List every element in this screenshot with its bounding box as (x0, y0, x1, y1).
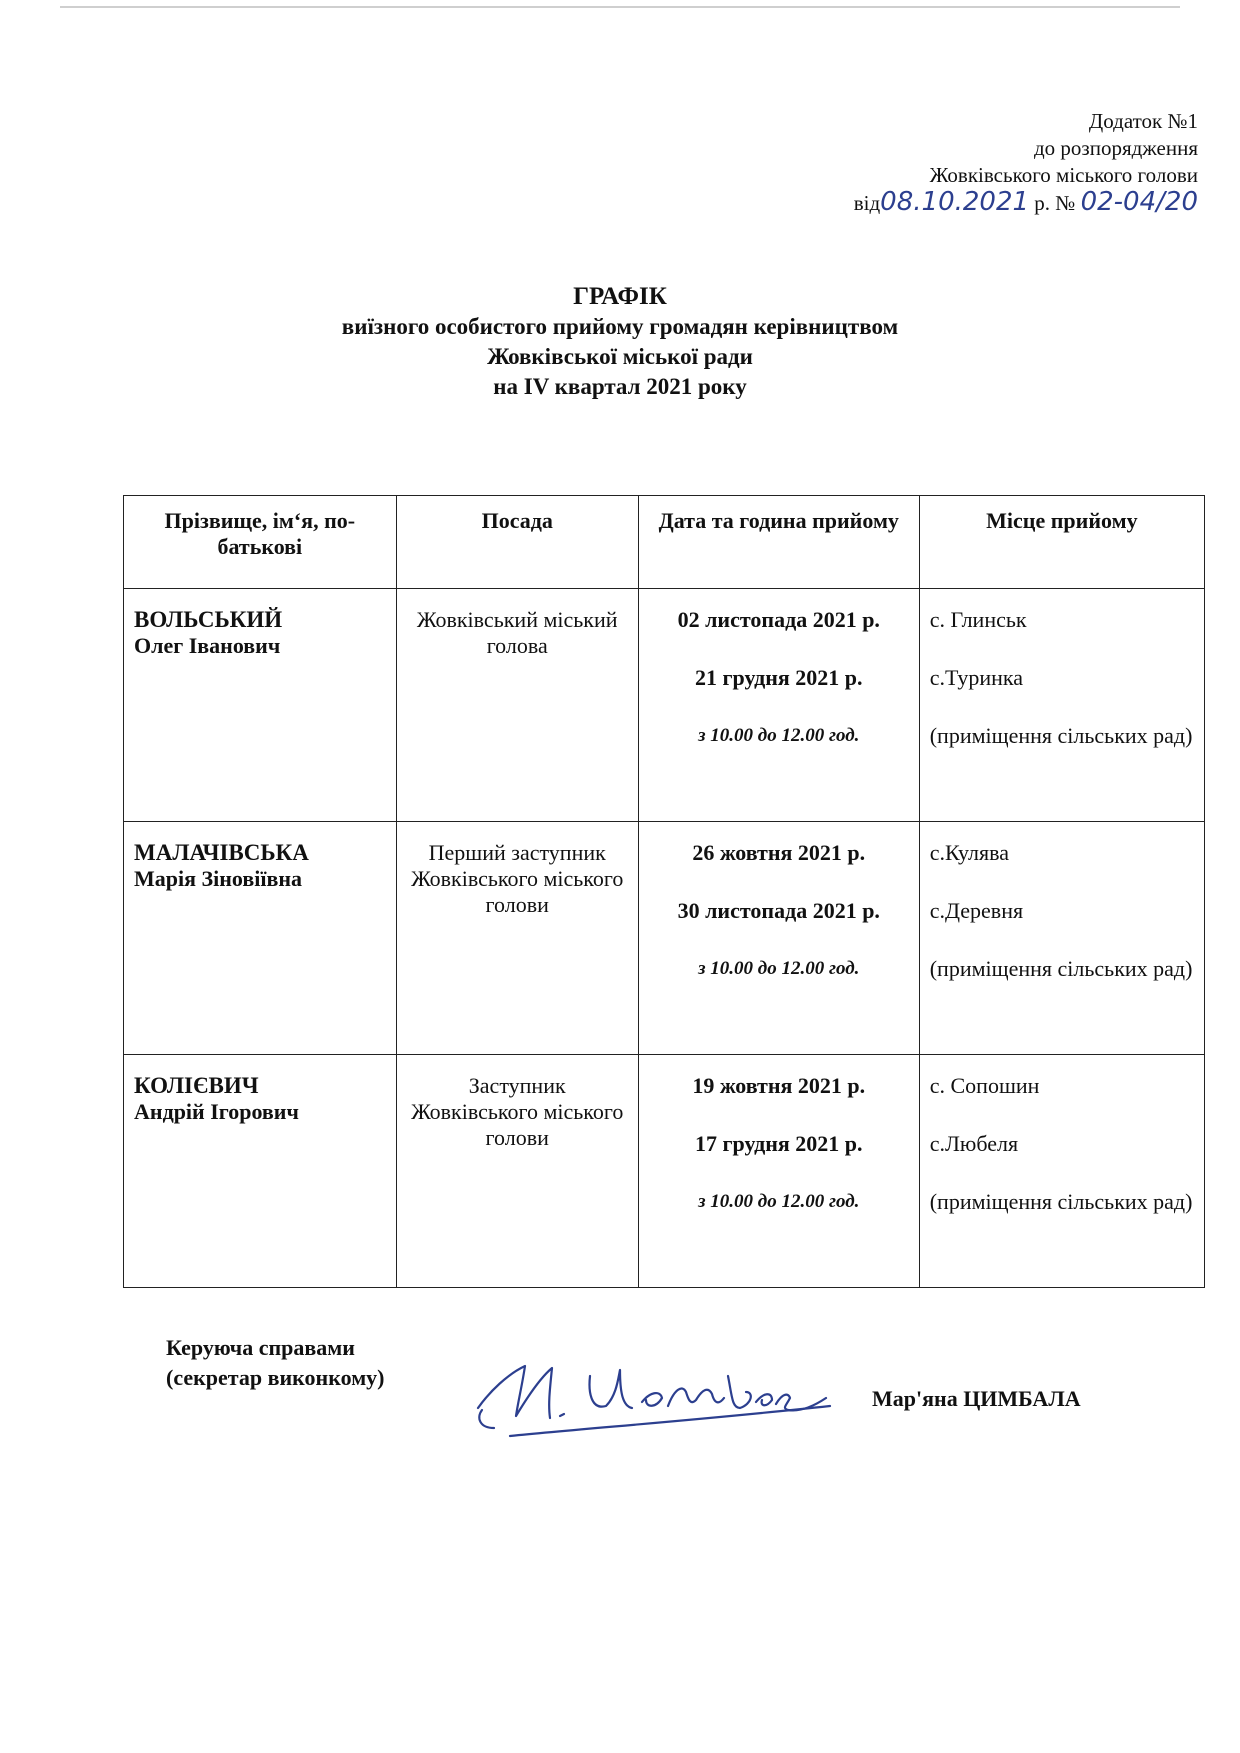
date-1: 02 листопада 2021 р. (677, 607, 880, 632)
place-note: (приміщення сільських рад) (929, 1189, 1193, 1214)
place-2: с.Деревня (929, 898, 1024, 923)
annex-date-prefix: від (853, 191, 881, 215)
handwritten-signature (470, 1336, 860, 1446)
surname: МАЛАЧІВСЬКА (134, 840, 309, 865)
annex-issuer: Жовківського міського голови (929, 163, 1198, 187)
cell-place (919, 1055, 1204, 1288)
cell-position: Перший заступник Жовківського міського голови (396, 822, 638, 1055)
cell-position: Заступник Жовківського міського голови (396, 1055, 638, 1288)
signatory-role (166, 1333, 385, 1393)
time-range: з 10.00 до 12.00 год. (698, 725, 860, 746)
place-1: с.Кулява (929, 840, 1010, 865)
given-names: Андрій Ігорович (134, 1099, 299, 1124)
date-2: 17 грудня 2021 р. (695, 1131, 863, 1156)
place-note: (приміщення сільських рад) (929, 956, 1193, 981)
header-full-name: Прізвище, ім‘я, по-батькові (124, 496, 397, 589)
handwritten-date: 08.10.2021 (880, 187, 1030, 217)
cell-place (919, 589, 1204, 822)
cell-full-name (124, 1055, 397, 1288)
place-2: с.Туринка (929, 665, 1024, 690)
cell-position: Жовківський міський голова (396, 589, 638, 822)
title-line-2: Жовківської міської ради (487, 344, 753, 369)
header-date-time: Дата та година прийому (638, 496, 919, 589)
cell-full-name (124, 589, 397, 822)
cell-dates (638, 822, 919, 1055)
table-row (124, 589, 1205, 822)
handwritten-number: 02-04/20 (1080, 187, 1198, 217)
place-1: с. Глинськ (929, 607, 1027, 632)
given-names: Олег Іванович (134, 633, 281, 658)
date-1: 19 жовтня 2021 р. (692, 1073, 866, 1098)
place-1: с. Сопошин (929, 1073, 1040, 1098)
header-position: Посада (396, 496, 638, 589)
annex-reference: до розпорядження (1033, 136, 1198, 160)
header-place: Місце прийому (919, 496, 1204, 589)
surname: КОЛІЄВИЧ (134, 1073, 259, 1098)
annex-number-prefix: р. № (1029, 191, 1081, 215)
reception-schedule-table (123, 495, 1205, 1288)
table-row (124, 822, 1205, 1055)
annex-date-line (854, 189, 1198, 217)
cell-dates (638, 589, 919, 822)
signatory-name: Мар'яна ЦИМБАЛА (872, 1386, 1081, 1411)
title-line-3: на IV квартал 2021 року (493, 374, 747, 399)
cell-dates (638, 1055, 919, 1288)
place-2: с.Любеля (929, 1131, 1019, 1156)
date-2: 30 листопада 2021 р. (677, 898, 880, 923)
scan-edge-line (60, 6, 1180, 8)
time-range: з 10.00 до 12.00 год. (698, 1191, 860, 1212)
given-names: Марія Зіновіївна (134, 866, 303, 891)
document-title (0, 282, 1240, 402)
cell-place (919, 822, 1204, 1055)
cell-full-name (124, 822, 397, 1055)
place-note: (приміщення сільських рад) (929, 723, 1193, 748)
table-header-row (124, 496, 1205, 589)
surname: ВОЛЬСЬКИЙ (134, 607, 283, 632)
table-row (124, 1055, 1205, 1288)
date-1: 26 жовтня 2021 р. (692, 840, 866, 865)
title-main: ГРАФІК (573, 283, 667, 310)
annex-number: Додаток №1 (1088, 109, 1198, 133)
date-2: 21 грудня 2021 р. (695, 665, 863, 690)
signatory-role-line-1: Керуюча справами (166, 1335, 355, 1360)
title-line-1: виїзного особистого прийому громадян керівництвом (341, 314, 899, 339)
time-range: з 10.00 до 12.00 год. (698, 958, 860, 979)
signatory-role-line-2: (секретар виконкому) (166, 1365, 385, 1390)
annex-header (854, 108, 1198, 217)
